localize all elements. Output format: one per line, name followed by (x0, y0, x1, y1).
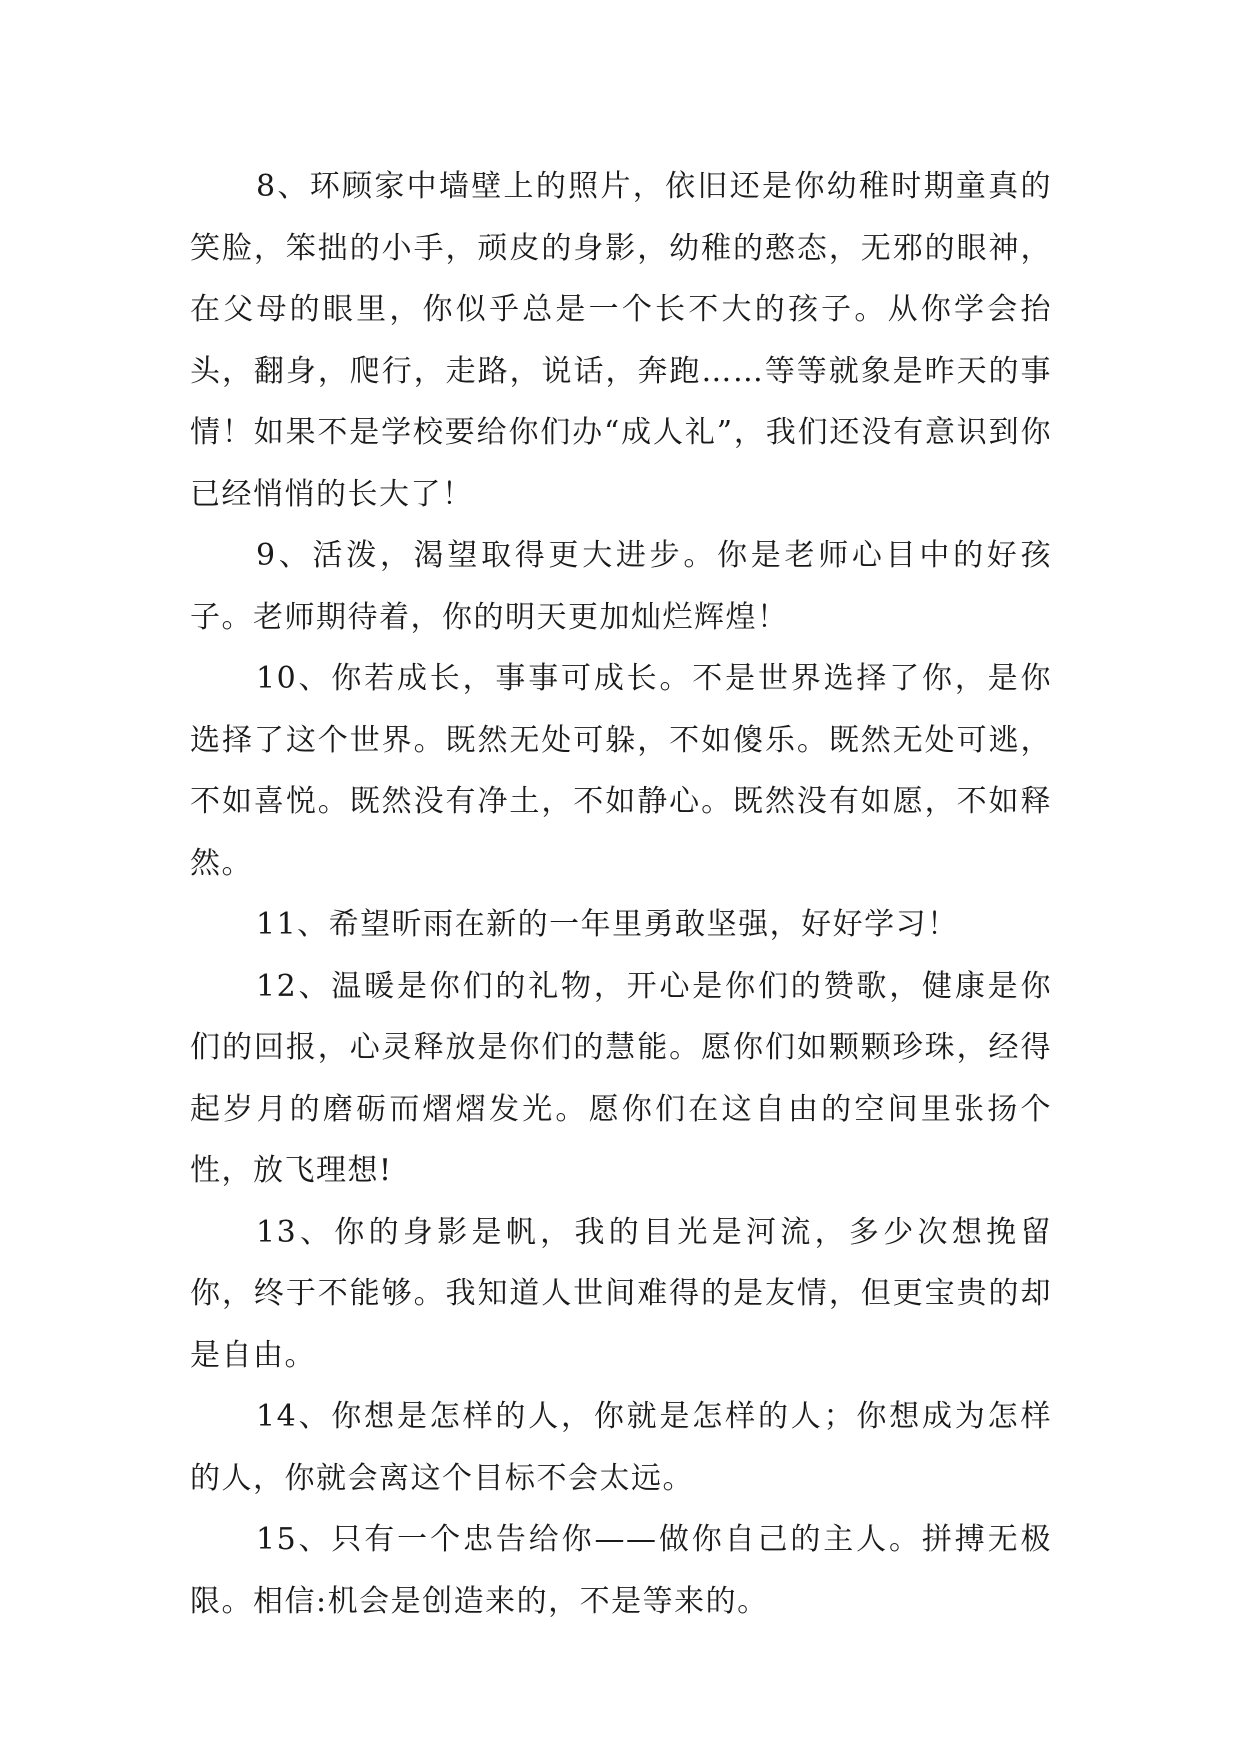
paragraph-11: 11、希望昕雨在新的一年里勇敢坚强，好好学习！ (256, 907, 959, 942)
paragraph-13: 13、你的身影是帆，我的目光是河流，多少次想挽留你，终于不能够。我知道人世间难得的是友情，但更宝贵的却是自由。 (190, 1214, 1052, 1373)
paragraph-12: 12、温暖是你们的礼物，开心是你们的赞歌，健康是你们的回报，心灵释放是你们的慧能。愿你们如颗颗珍珠，经得起岁月的磨砺而熠熠发光。愿你们在这自由的空间里张扬个性，放飞理想! (190, 968, 1052, 1188)
paragraph-8: 8、环顾家中墙壁上的照片，依旧还是你幼稚时期童真的笑脸，笨拙的小手，顽皮的身影，幼稚的憨态，无邪的眼神，在父母的眼里，你似乎总是一个长不大的孩子。从你学会抬头，翻身，爬行，走路，说话，奔跑……等等就象是昨天的事情！如果不是学校要给你们办“成人礼”，我们还没有意识到你已经悄悄的长大了！ (190, 169, 1052, 512)
paragraph-14: 14、你想是怎样的人，你就是怎样的人；你想成为怎样的人，你就会离这个目标不会太远。 (190, 1399, 1052, 1496)
document-body (190, 156, 1052, 1632)
paragraph-9: 9、活泼，渴望取得更大进步。你是老师心目中的好孩子。老师期待着，你的明天更加灿烂辉煌！ (190, 538, 1052, 635)
paragraph-15: 15、只有一个忠告给你——做你自己的主人。拼搏无极限。相信:机会是创造来的，不是等来的。 (190, 1522, 1052, 1619)
paragraph-10: 10、你若成长，事事可成长。不是世界选择了你，是你选择了这个世界。既然无处可躲，不如傻乐。既然无处可逃，不如喜悦。既然没有净土，不如静心。既然没有如愿，不如释然。 (190, 661, 1052, 881)
